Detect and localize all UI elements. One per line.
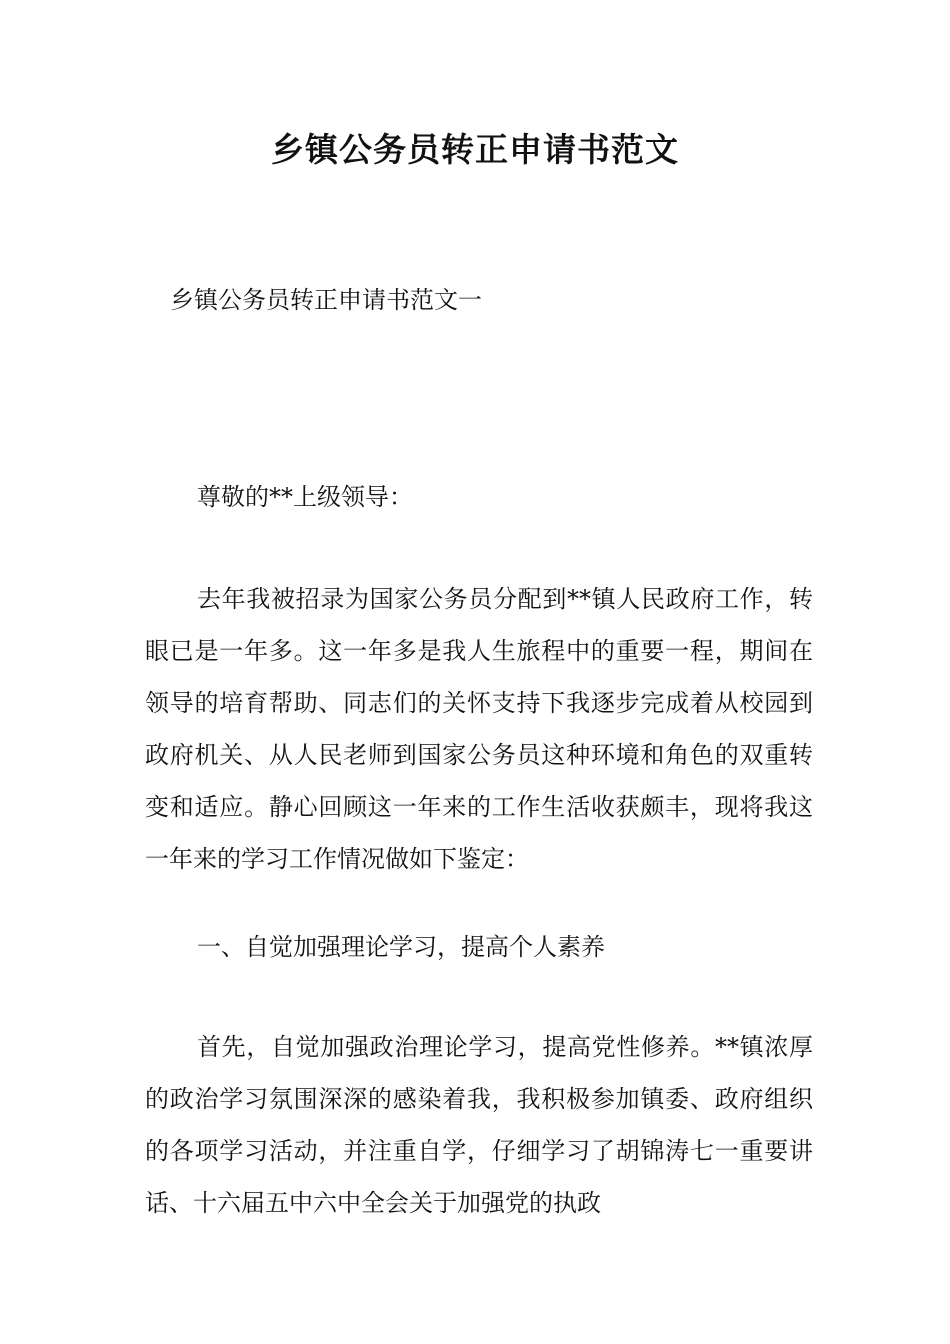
section-heading-1: 一、自觉加强理论学习，提高个人素养	[197, 933, 605, 961]
body-paragraph-2: 首先，自觉加强政治理论学习，提高党性修养。**镇浓厚的政治学习氛围深深的感染着我，我积极参加镇委、政府组织的各项学习活动，并注重自学，仔细学习了胡锦涛七一重要讲话、十六届五中六中全会关于加强党的执政	[145, 1033, 813, 1217]
document-title: 乡镇公务员转正申请书范文	[271, 130, 679, 169]
salutation: 尊敬的**上级领导：	[197, 483, 413, 511]
document-subtitle: 乡镇公务员转正申请书范文一	[170, 286, 482, 314]
body-paragraph-1: 去年我被招录为国家公务员分配到**镇人民政府工作，转眼已是一年多。这一年多是我人生旅程中的重要一程，期间在领导的培育帮助、同志们的关怀支持下我逐步完成着从校园到政府机关、从人民老师到国家公务员这种环境和角色的双重转变和适应。静心回顾这一年来的工作生活收获颇丰，现将我这一年来的学习工作情况做如下鉴定：	[145, 585, 813, 873]
